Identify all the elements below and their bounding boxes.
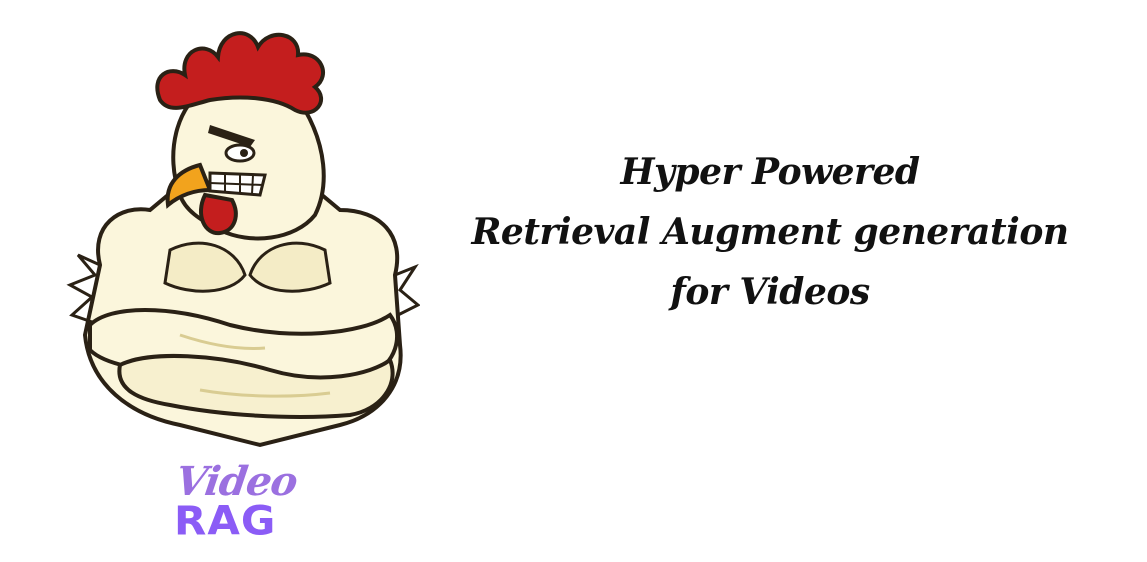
video-rag-logo	[168, 458, 308, 548]
headline-line-2: Retrieval Augment generation	[471, 211, 1069, 253]
logo-word-video: Video	[172, 458, 300, 505]
rooster-wattle	[201, 195, 236, 233]
muscular-rooster-icon	[60, 5, 420, 455]
headline-line-1: Hyper Powered	[620, 151, 920, 193]
headline	[420, 142, 1120, 322]
logo-word-rag: RAG	[174, 497, 277, 544]
headline-line-3: for Videos	[670, 271, 870, 313]
